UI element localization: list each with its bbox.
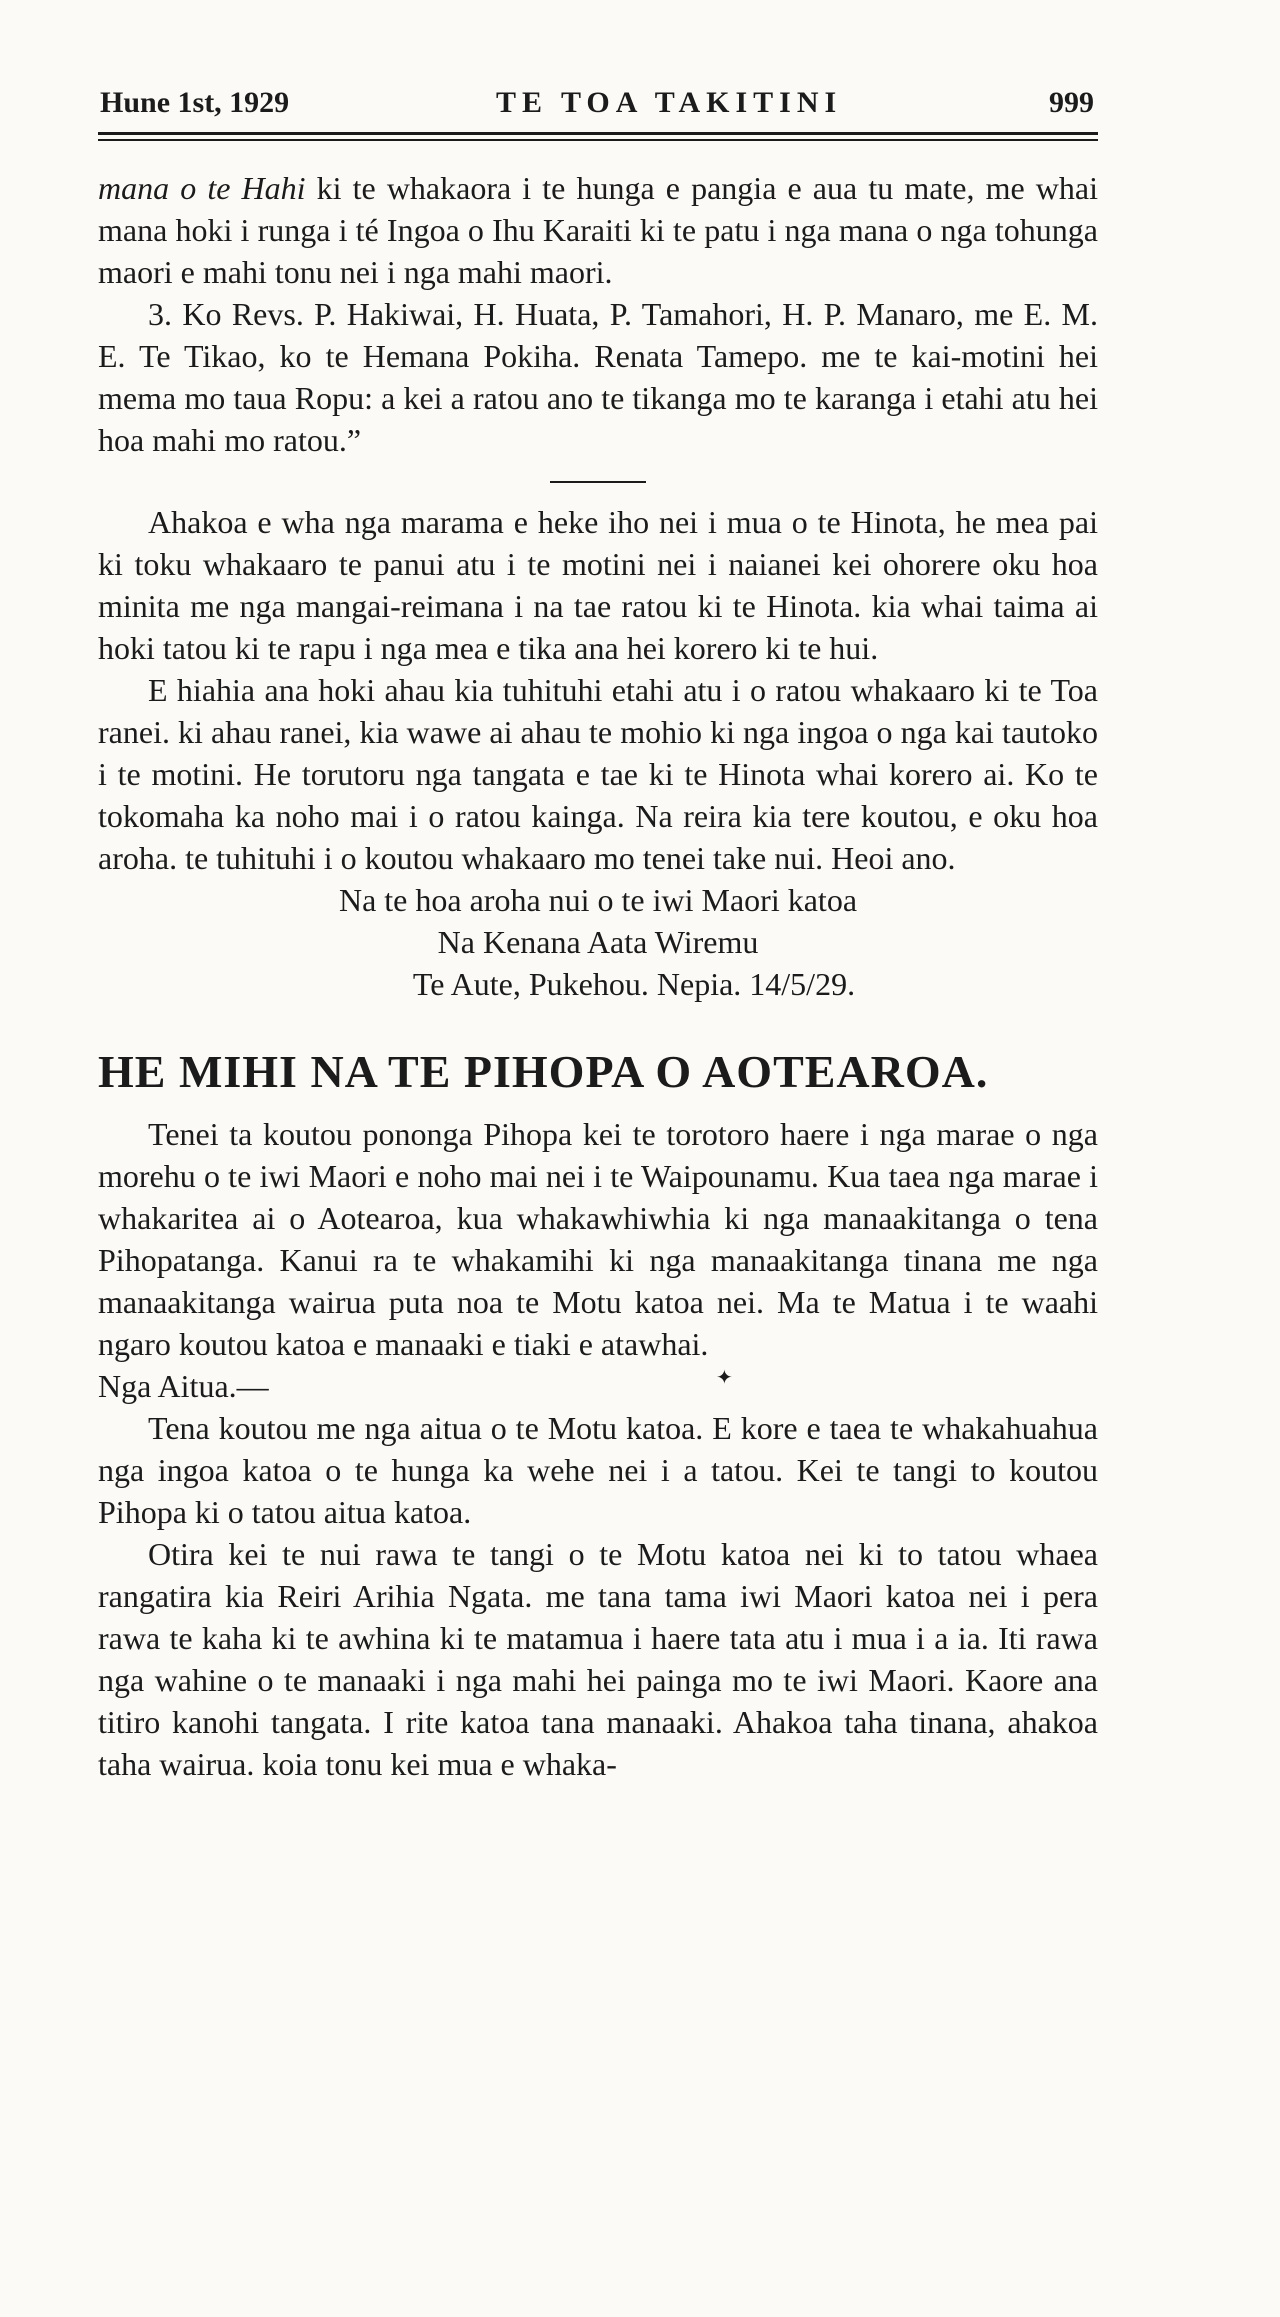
letter-paragraph-1 xyxy=(98,167,1098,293)
header-rule xyxy=(98,132,1098,141)
letter-paragraph-3: Ahakoa e wha nga marama e heke iho nei i mua o te Hinota, he mea pai ki toku whakaaro te panui atu i te motini nei i naianei kei ohorere oku hoa minita me nga mangai-reimana i na tae ratou ki te Hinota. kia whai taima ai hoki tatou ki te rapu i nga mea e tika ana hei korero ki te hui. xyxy=(98,504,1098,666)
mihi-body-top xyxy=(98,1113,1098,1365)
mihi-body-bottom xyxy=(98,1407,1098,1785)
aitua-subheading: Nga Aitua.— xyxy=(98,1368,269,1404)
letter-paragraph-1-text: ki te whakaora i te hunga e pangia e aua tu mate, me whai mana hoki i runga i té Ingoa o Ihu Karaiti ki te patu i nga mana o nga tohunga maori e mahi tonu nei i nga mahi maori. xyxy=(98,170,1099,290)
ornament-mark: ✦ xyxy=(716,1367,733,1389)
page-header xyxy=(98,86,1098,120)
scanned-page xyxy=(98,0,1098,1785)
section-divider-rule xyxy=(550,481,646,483)
header-date: Hune 1st, 1929 xyxy=(100,86,290,119)
mihi-paragraph-1: Tenei ta koutou pononga Pihopa kei te torotoro haere i nga marae o nga morehu o te iwi Maori e noho mai nei i te Waipounamu. Kua taea nga marae i whakaritea ai o Aotearoa, kua whakawhiwhia ki nga manaakitanga o tena Pihopatanga. Kanui ra te whakamihi ki nga manaakitanga tinana me nga manaakitanga wairua puta noa te Motu katoa nei. Ma te Matua i te waahi ngaro koutou katoa e manaaki e tiaki e atawhai. xyxy=(98,1116,1098,1362)
letter-body-bottom xyxy=(98,501,1098,879)
letter-paragraph-2: 3. Ko Revs. P. Hakiwai, H. Huata, P. Tamahori, H. P. Manaro, me E. M. E. Te Tikao, ko te Hemana Pokiha. Renata Tamepo. me te kai-motini hei mema mo taua Ropu: a kei a ratou ano te tikanga mo te karanga i etahi atu hei hoa mahi mo ratou.” xyxy=(98,296,1098,458)
italic-lead: mana o te Hahi xyxy=(98,170,306,206)
letter-body-top xyxy=(98,167,1098,461)
letter-signature xyxy=(98,879,1098,1005)
mihi-paragraph-2: Tena koutou me nga aitua o te Motu katoa. E kore e taea te whakahuahua nga ingoa katoa o te hunga ka wehe nei i a tatou. Kei te tangi to koutou Pihopa ki o tatou aitua katoa. xyxy=(98,1410,1098,1530)
mihi-paragraph-3: Otira kei te nui rawa te tangi o te Motu katoa nei ki to tatou whaea rangatira kia Reiri Arihia Ngata. me tana tama iwi Maori katoa nei i pera rawa te kaha ki te awhina ki te matamua i haere tata atu i mua i a ia. Iti rawa nga wahine o te manaaki i nga mahi hei painga mo te iwi Maori. Kaore ana titiro kanohi tangata. I rite katoa tana manaaki. Ahakoa taha tinana, ahakoa taha wairua. koia tonu kei mua e whaka- xyxy=(98,1536,1098,1782)
publication-title: TE TOA TAKITINI xyxy=(495,86,843,119)
article-heading: HE MIHI NA TE PIHOPA O AOTEAROA. xyxy=(98,1046,989,1097)
signature-line-1: Na te hoa aroha nui o te iwi Maori katoa xyxy=(338,882,858,918)
aitua-subheading-line xyxy=(98,1365,1098,1407)
letter-paragraph-4: E hiahia ana hoki ahau kia tuhituhi etahi atu i o ratou whakaaro ki te Toa ranei. ki ahau ranei, kia wawe ai ahau te mohio ki nga ingoa o nga kai tautoko i te motini. He torutoru nga tangata e tae ki te Hinota whai korero ai. Ko te tokomaha ka noho mai i o ratou kainga. Na reira kia tere koutou, e oku hoa aroha. te tuhituhi i o koutou whakaaro mo tenei take nui. Heoi ano. xyxy=(98,672,1098,876)
signature-line-2: Na Kenana Aata Wiremu xyxy=(437,924,759,960)
page-number: 999 xyxy=(1048,86,1094,119)
signature-line-3: Te Aute, Pukehou. Nepia. 14/5/29. xyxy=(412,966,856,1002)
